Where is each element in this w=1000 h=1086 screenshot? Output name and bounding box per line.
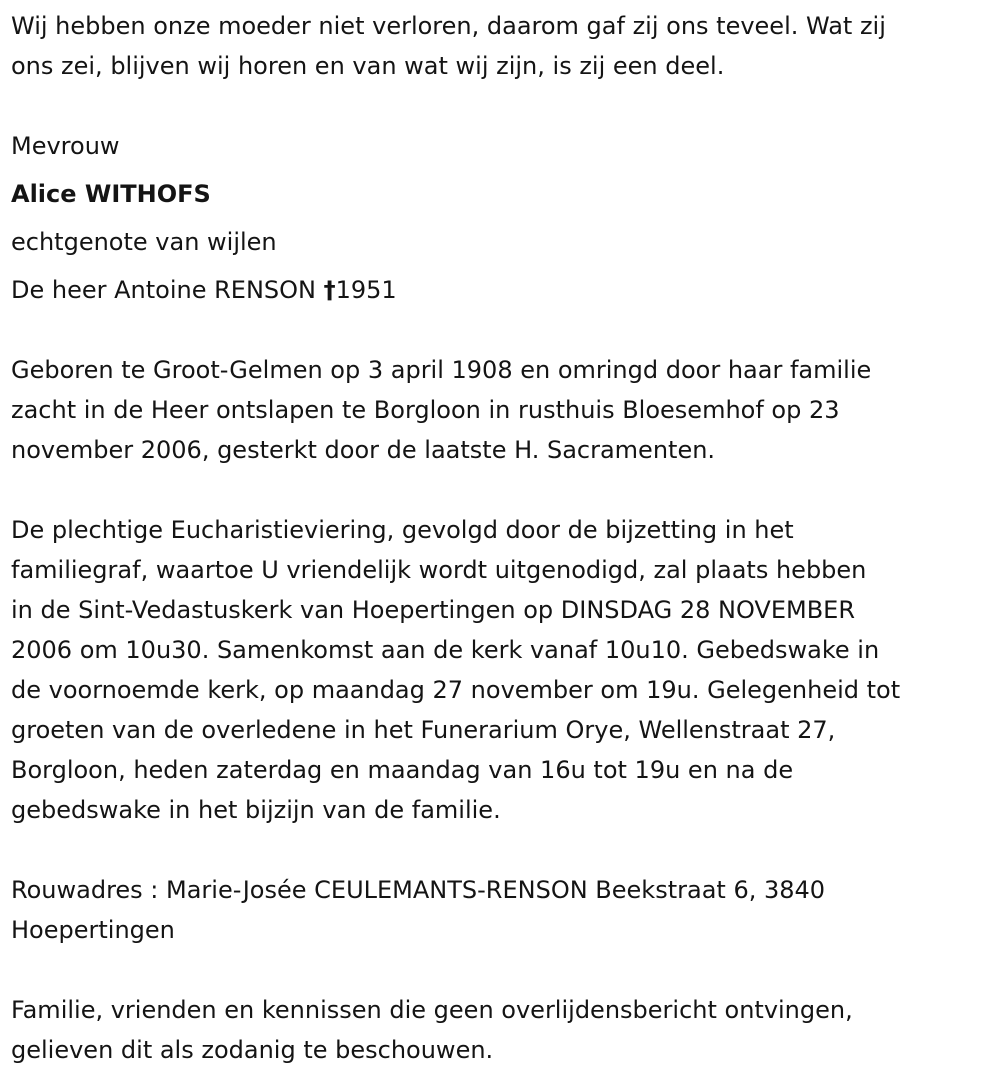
deceased-name: Alice WITHOFS xyxy=(11,180,211,208)
relation-text: echtgenote van wijlen xyxy=(11,228,277,256)
address-line: Hoepertingen xyxy=(11,916,175,944)
paragraph-line: zacht in de Heer ontslapen te Borgloon in rusthuis Bloesemhof op 23 xyxy=(11,396,840,424)
spouse-name: De heer Antoine RENSON xyxy=(11,276,324,304)
intro-quote xyxy=(11,6,996,86)
paragraph-line: Borgloon, heden zaterdag en maandag van 16u tot 19u en na de xyxy=(11,756,794,784)
cross-icon: † xyxy=(323,276,336,304)
paragraph-line: gelieven dit als zodanig te beschouwen. xyxy=(11,1036,494,1064)
paragraph-line: De plechtige Eucharistieviering, gevolgd door de bijzetting in het xyxy=(11,516,794,544)
paragraph-line: 2006 om 10u30. Samenkomst aan de kerk vanaf 10u10. Gebedswake in xyxy=(11,636,880,664)
closing-paragraph xyxy=(11,990,996,1070)
intro-line: Wij hebben onze moeder niet verloren, daarom gaf zij ons teveel. Wat zij xyxy=(11,12,886,40)
paragraph-line: de voornoemde kerk, op maandag 27 november om 19u. Gelegenheid tot xyxy=(11,676,901,704)
birth-death-paragraph xyxy=(11,350,996,470)
spouse-line xyxy=(11,270,996,310)
paragraph-line: Geboren te Groot-Gelmen op 3 april 1908 en omringd door haar familie xyxy=(11,356,872,384)
spouse-death-year: 1951 xyxy=(335,276,397,304)
intro-line: ons zei, blijven wij horen en van wat wij zijn, is zij een deel. xyxy=(11,52,725,80)
paragraph-line: Familie, vrienden en kennissen die geen overlijdensbericht ontvingen, xyxy=(11,996,853,1024)
address-line: Rouwadres : Marie-Josée CEULEMANTS-RENSON Beekstraat 6, 3840 xyxy=(11,876,826,904)
paragraph-line: in de Sint-Vedastuskerk van Hoepertingen op DINSDAG 28 NOVEMBER xyxy=(11,596,856,624)
deceased-block xyxy=(11,126,996,310)
mourning-address xyxy=(11,870,996,950)
obituary-document xyxy=(11,6,996,1070)
title-mevrouw: Mevrouw xyxy=(11,132,120,160)
ceremony-paragraph xyxy=(11,510,996,830)
paragraph-line: familiegraf, waartoe U vriendelijk wordt uitgenodigd, zal plaats hebben xyxy=(11,556,867,584)
paragraph-line: groeten van de overledene in het Funerarium Orye, Wellenstraat 27, xyxy=(11,716,836,744)
paragraph-line: gebedswake in het bijzijn van de familie. xyxy=(11,796,501,824)
paragraph-line: november 2006, gesterkt door de laatste H. Sacramenten. xyxy=(11,436,716,464)
